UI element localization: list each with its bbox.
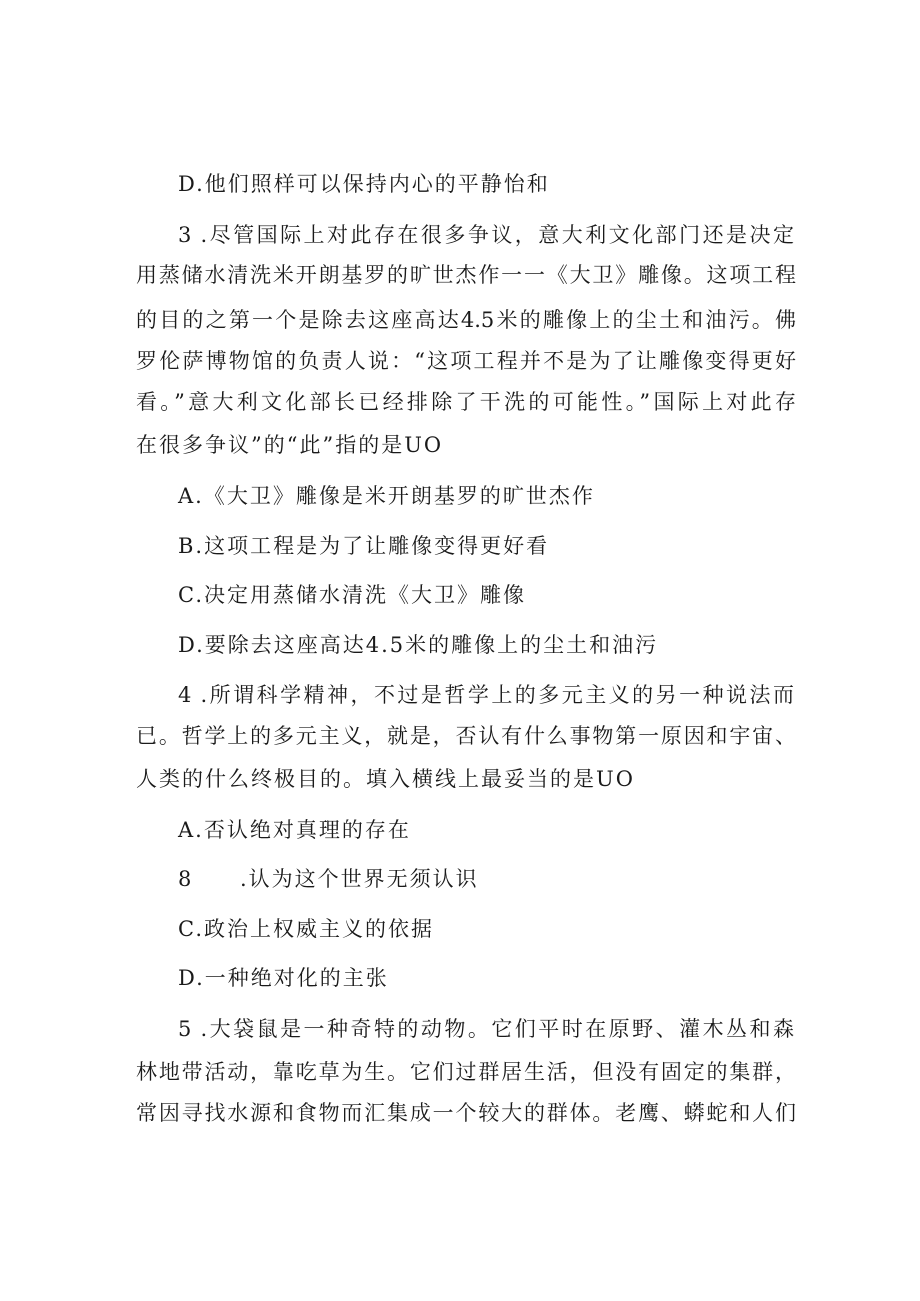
question-3-line-3: 的目的之第一个是除去这座高达4.5米的雕像上的尘土和油污。佛 bbox=[136, 308, 796, 332]
question-4-line-1: 4 .所谓科学精神，不过是哲学上的多元主义的另一种说法而 bbox=[178, 683, 794, 707]
question-3-line-6: 在很多争议”的“此”指的是UO bbox=[136, 433, 444, 457]
option-b-q4-number: 8 bbox=[178, 867, 194, 891]
question-3-line-4: 罗伦萨博物馆的负责人说：“这项工程并不是为了让雕像变得更好 bbox=[136, 349, 796, 373]
option-d-q3: D.要除去这座高达4.5米的雕像上的尘土和油污 bbox=[178, 633, 659, 657]
option-c-q4: C.政治上权威主义的依据 bbox=[178, 917, 434, 941]
question-4-line-2: 已。哲学上的多元主义，就是，否认有什么事物第一原因和宇宙、 bbox=[136, 724, 796, 748]
question-5-line-2: 林地带活动，靠吃草为生。它们过群居生活，但没有固定的集群， bbox=[136, 1060, 796, 1084]
option-b-q3: B.这项工程是为了让雕像变得更好看 bbox=[178, 534, 550, 558]
option-a-q3: A.《大卫》雕像是米开朗基罗的旷世杰作 bbox=[178, 484, 595, 508]
question-4-line-3: 人类的什么终极目的。填入横线上最妥当的是UO bbox=[136, 767, 635, 791]
question-3-line-1: 3 .尽管国际上对此存在很多争议，意大利文化部门还是决定 bbox=[178, 223, 794, 247]
option-a-q4: A.否认绝对真理的存在 bbox=[178, 818, 411, 842]
question-3-line-2: 用蒸储水清洗米开朗基罗的旷世杰作一一《大卫》雕像。这项工程 bbox=[136, 263, 796, 287]
option-b-q4: .认为这个世界无须认识 bbox=[240, 867, 479, 891]
question-5-line-1: 5 .大袋鼠是一种奇特的动物。它们平时在原野、灌木丛和森 bbox=[178, 1017, 794, 1041]
question-3-line-5: 看。”意大利文化部长已经排除了干洗的可能性。”国际上对此存 bbox=[136, 390, 796, 414]
option-d-q4: D.一种绝对化的主张 bbox=[178, 966, 389, 990]
question-5-line-3: 常因寻找水源和食物而汇集成一个较大的群体。老鹰、蟒蛇和人们 bbox=[136, 1101, 796, 1125]
option-d-q2: D.他们照样可以保持内心的平静怡和 bbox=[178, 172, 550, 196]
option-c-q3: C.决定用蒸储水清洗《大卫》雕像 bbox=[178, 583, 526, 607]
